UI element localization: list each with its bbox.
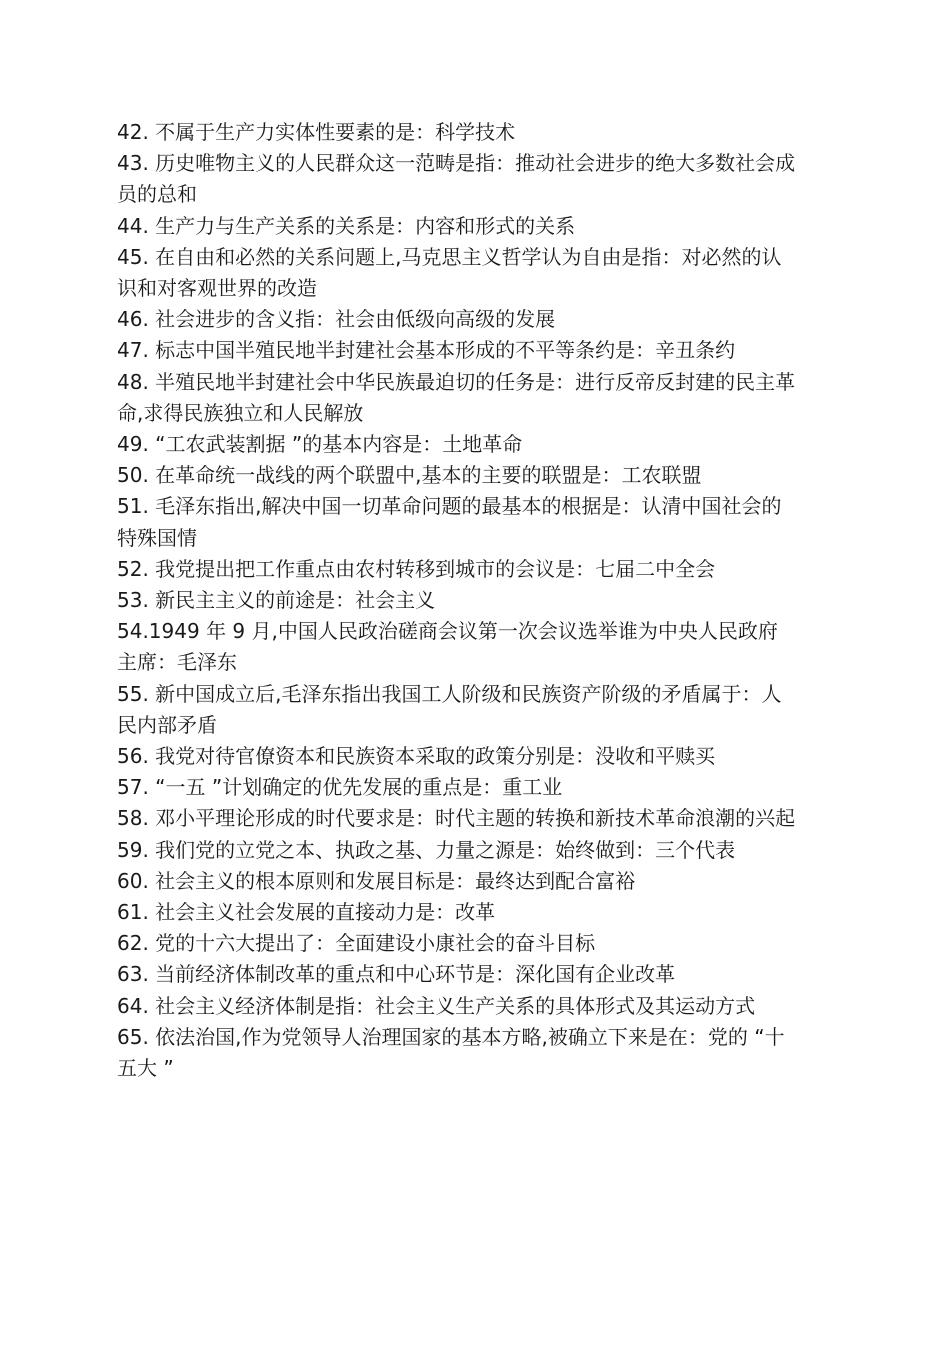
list-item: 60. 社会主义的根本原则和发展目标是：最终达到配合富裕	[117, 868, 636, 893]
list-item: 62. 党的十六大提出了：全面建设小康社会的奋斗目标	[117, 931, 596, 956]
list-item: 51. 毛泽东指出,解决中国一切革命问题的最基本的根据是：认清中国社会的特殊国情	[117, 494, 782, 550]
list-item: 58. 邓小平理论形成的时代要求是：时代主题的转换和新技术革命浪潮的兴起	[117, 806, 796, 831]
list-item: 63. 当前经济体制改革的重点和中心环节是：深化国有企业改革	[117, 962, 676, 987]
list-item: 47. 标志中国半殖民地半封建社会基本形成的不平等条约是：辛丑条约	[117, 338, 736, 363]
list-item: 48. 半殖民地半封建社会中华民族最迫切的任务是：进行反帝反封建的民主革命,求得民族独立和人民解放	[117, 369, 796, 425]
list-item: 50. 在革命统一战线的两个联盟中,基本的主要的联盟是：工农联盟	[117, 463, 702, 488]
list-item: 61. 社会主义社会发展的直接动力是：改革	[117, 900, 496, 925]
list-item: 53. 新民主主义的前途是：社会主义	[117, 588, 436, 613]
list-item: 64. 社会主义经济体制是指：社会主义生产关系的具体形式及其运动方式	[117, 993, 756, 1018]
list-item: 52. 我党提出把工作重点由农村转移到城市的会议是：七届二中全会	[117, 556, 716, 581]
list-item: 55. 新中国成立后,毛泽东指出我国工人阶级和民族资产阶级的矛盾属于：人民内部矛盾	[117, 681, 782, 737]
list-item: 57. “一五 ”计划确定的优先发展的重点是：重工业	[117, 775, 563, 800]
list-item: 65. 依法治国,作为党领导人治理国家的基本方略,被确立下来是在：党的 “十五大 ”	[117, 1024, 785, 1081]
list-item: 44. 生产力与生产关系的关系是：内容和形式的关系	[117, 213, 576, 238]
list-item: 45. 在自由和必然的关系问题上,马克思主义哲学认为自由是指：对必然的认识和对客观世界的改造	[117, 244, 782, 301]
list-item: 49. “工农武装割据 ”的基本内容是：土地革命	[117, 432, 523, 457]
document-page	[117, 117, 797, 1084]
list-item: 43. 历史唯物主义的人民群众这一范畴是指：推动社会进步的绝大多数社会成员的总和	[117, 151, 796, 207]
list-item: 59. 我们党的立党之本、执政之基、力量之源是：始终做到：三个代表	[117, 837, 736, 862]
list-item: 54.1949 年 9 月,中国人民政治磋商会议第一次会议选举谁为中央人民政府主席：毛泽东	[117, 619, 778, 675]
list-item: 56. 我党对待官僚资本和民族资本采取的政策分别是：没收和平赎买	[117, 744, 716, 769]
list-item: 46. 社会进步的含义指：社会由低级向高级的发展	[117, 307, 556, 332]
list-item: 42. 不属于生产力实体性要素的是：科学技术	[117, 120, 516, 144]
